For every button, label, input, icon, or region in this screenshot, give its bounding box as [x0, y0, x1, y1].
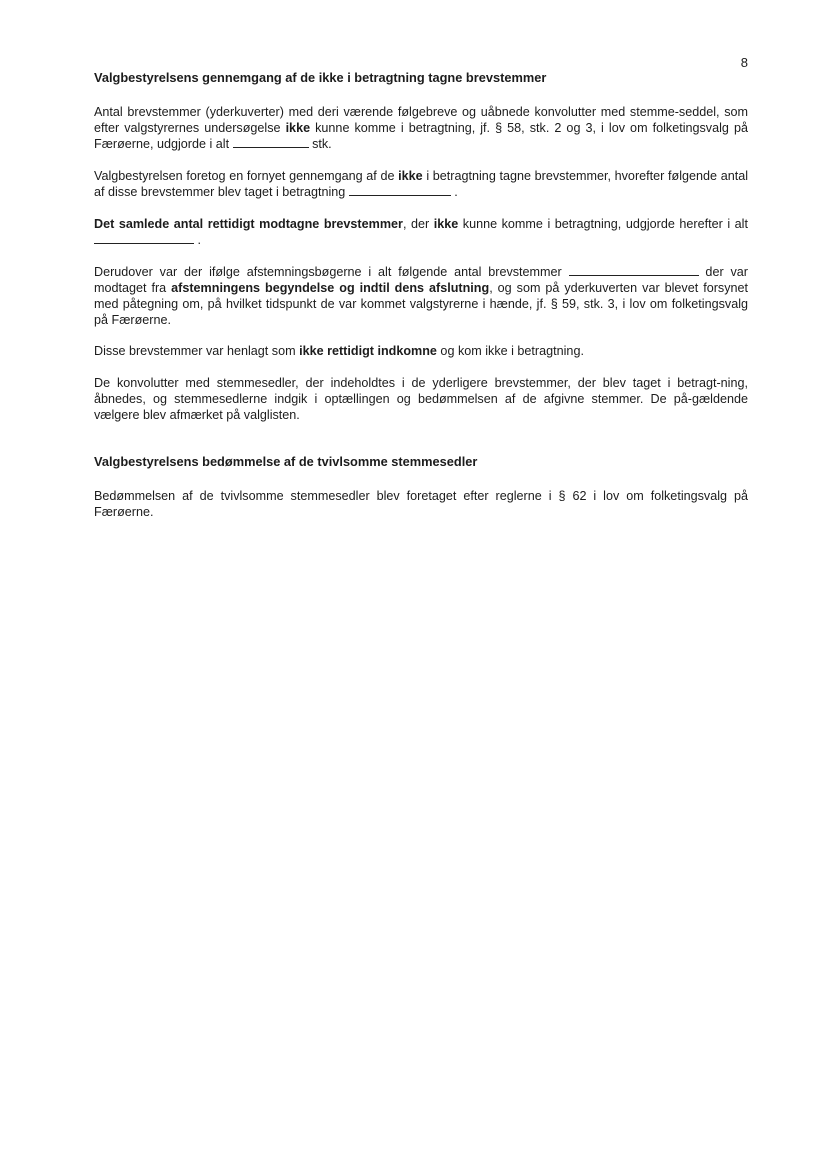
paragraph-fornyet-gennemgang [94, 168, 748, 200]
paragraph-text: kunne komme i betragtning, jf. § 58, stk. 2 og 3, i lov om folketingsvalg på Færøerne, udgjorde i alt [94, 121, 748, 151]
fill-in-blank-derudover[interactable] [569, 264, 699, 276]
bold-text: ikke [285, 121, 311, 135]
paragraph-bedommelse: Bedømmelsen af de tvivlsomme stemmesedler blev foretaget efter reglerne i § 62 i lov om folketingsvalg på Færøerne. [94, 489, 748, 519]
paragraph-text: . [194, 233, 201, 247]
paragraph-text: Derudover var der ifølge afstemningsbøgerne i alt følgende antal brevstemmer [94, 265, 569, 279]
paragraph-text: . [450, 185, 458, 199]
paragraph-text: der var modtaget fra [94, 265, 748, 295]
fill-in-blank-taken[interactable] [349, 184, 451, 196]
paragraph-derudover [94, 264, 748, 328]
paragraph-samlede-antal [94, 216, 748, 248]
bold-text: ikke [398, 169, 423, 183]
paragraph-text: kunne komme i betragtning, udgjorde herefter i alt [458, 217, 748, 231]
bold-text: ikke rettidigt indkomne [299, 344, 437, 358]
paragraph-text: Valgbestyrelsen foretog en fornyet gennemgang af de [94, 169, 399, 183]
bold-text: ikke [433, 217, 459, 231]
bold-text: afstemningens begyndelse og indtil dens afslutning [171, 281, 490, 295]
paragraph-text: Antal brevstemmer (yderkuverter) med deri værende følgebreve og uåbnede konvolutter med stemme-seddel, som efter valgstyrernes undersøgelse [94, 105, 748, 135]
document-page [94, 0, 748, 1169]
section-heading-tvivlsomme: Valgbestyrelsens bedømmelse af de tvivlsomme stemmesedler [94, 454, 478, 469]
fill-in-blank-total[interactable] [233, 136, 309, 148]
paragraph-text: Disse brevstemmer var henlagt som [94, 344, 300, 358]
bold-text: Det samlede antal rettidigt modtagne brevstemmer [94, 217, 403, 231]
paragraph-text: i betragtning tagne brevstemmer, hvorefter følgende antal af disse brevstemmer blev taget i betragtning [94, 169, 748, 199]
paragraph-text: stk. [308, 137, 332, 151]
fill-in-blank-samlede[interactable] [94, 232, 194, 244]
section-heading-brevstemmer: Valgbestyrelsens gennemgang af de ikke i betragtning tagne brevstemmer [94, 70, 547, 85]
paragraph-henlagt [94, 343, 748, 359]
paragraph-text: og kom ikke i betragtning. [436, 344, 584, 358]
document-body [94, 70, 748, 520]
page-number: 8 [740, 55, 748, 70]
paragraph-ikke-betragtning-count [94, 104, 748, 152]
paragraph-text: , der [402, 217, 434, 231]
paragraph-text: , og som på yderkuverten var blevet forsynet med påtegning om, på hvilket tidspunkt de var kommet valgstyrerne i hænde, jf. § 59, stk. 3, i lov om folketingsvalg på Færøerne. [94, 281, 748, 327]
paragraph-konvolutter: De konvolutter med stemmesedler, der indeholdtes i de yderligere brevstemmer, der blev taget i betragt-ning, åbnedes, og stemmesedlerne indgik i optællingen og bedømmelsen af de afgivne stemmer. De på-gældende vælgere blev afmærket på valglisten. [94, 376, 748, 422]
